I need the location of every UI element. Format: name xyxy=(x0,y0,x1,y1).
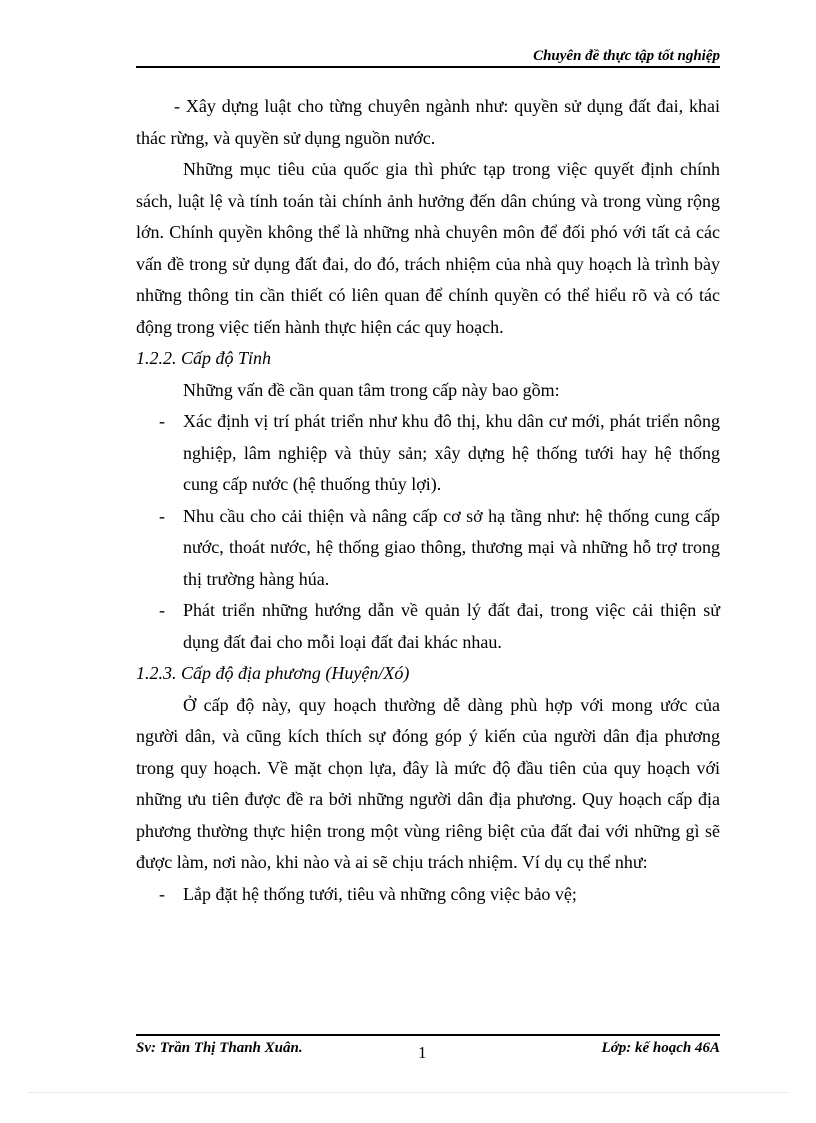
list-item xyxy=(136,879,720,911)
footer-divider xyxy=(136,1034,720,1036)
header-title: Chuyên đề thực tập tốt nghiệp xyxy=(533,48,720,64)
paragraph-province-intro: Những vấn đề cần quan tâm trong cấp này bao gồm: xyxy=(183,379,560,400)
list-item-text: Lắp đặt hệ thống tưới, tiêu và những công việc bảo vệ; xyxy=(183,883,577,904)
list-item xyxy=(136,595,720,658)
bullet-dash: - xyxy=(159,883,165,904)
paragraph-laws: - Xây dựng luật cho từng chuyên ngành như: quyền sử dụng đất đai, khai thác rừng, và quyền sử dụng nguồn nước. xyxy=(136,96,720,148)
header-divider xyxy=(136,66,720,68)
page-number: 1 xyxy=(418,1043,427,1062)
section-heading-local: 1.2.3. Cấp độ địa phương (Huyện/Xó) xyxy=(136,663,410,683)
list-item xyxy=(136,406,720,501)
footer-class-name: Lớp: kế hoạch 46A xyxy=(601,1040,720,1056)
list-item xyxy=(136,501,720,596)
footer-student-name: Sv: Trần Thị Thanh Xuân. xyxy=(136,1040,303,1056)
paragraph-national-goals: Những mục tiêu của quốc gia thì phức tạp trong việc quyết định chính sách, luật lệ và tính toán tài chính ảnh hưởng đến dân chúng và trong vùng rộng lớn. Chính quyền không thể là những nhà chuyên môn để đối phó với tất cả các vấn đề trong sử dụng đất đai, do đó, trách nhiệm của nhà quy hoạch là trình bày những thông tin cần thiết có liên quan để chính quyền có thể hiểu rõ và có tác động trong việc tiến hành thực hiện các quy hoạch. xyxy=(136,159,720,337)
page-margin-guide xyxy=(28,1092,788,1093)
paragraph-local-level: Ở cấp độ này, quy hoạch thường dễ dàng phù hợp với mong ước của người dân, và cũng kích thích sự đóng góp ý kiến của người dân địa phương trong quy hoạch. Về mặt chọn lựa, đây là mức độ đầu tiên của quy hoạch với những ưu tiên được đề ra bởi những người dân địa phương. Quy hoạch cấp địa phương thường thực hiện trong một vùng riêng biệt của đất đai với những gì sẽ được làm, nơi nào, khi nào và ai sẽ chịu trách nhiệm. Ví dụ cụ thể như: xyxy=(136,694,720,872)
bullet-dash: - xyxy=(159,505,165,526)
list-item-text: Nhu cầu cho cải thiện và nâng cấp cơ sở hạ tầng như: hệ thống cung cấp nước, thoát nước, hệ thống giao thông, thương mại và những hỗ trợ trong thị trường hàng húa. xyxy=(183,505,720,589)
page-body xyxy=(136,91,720,910)
list-item-text: Xác định vị trí phát triển như khu đô thị, khu dân cư mới, phát triển nông nghiệp, lâm nghiệp và thủy sản; xây dựng hệ thống tưới hay hệ thống cung cấp nước (hệ thuống thủy lợi). xyxy=(183,411,720,494)
section-heading-province: 1.2.2. Cấp độ Tỉnh xyxy=(136,348,272,368)
bullet-dash: - xyxy=(159,411,165,431)
list-item-text: Phát triển những hướng dẫn về quản lý đất đai, trong việc cải thiện sử dụng đất đai cho mỗi loại đất đai khác nhau. xyxy=(183,600,720,652)
bullet-dash: - xyxy=(159,600,165,620)
